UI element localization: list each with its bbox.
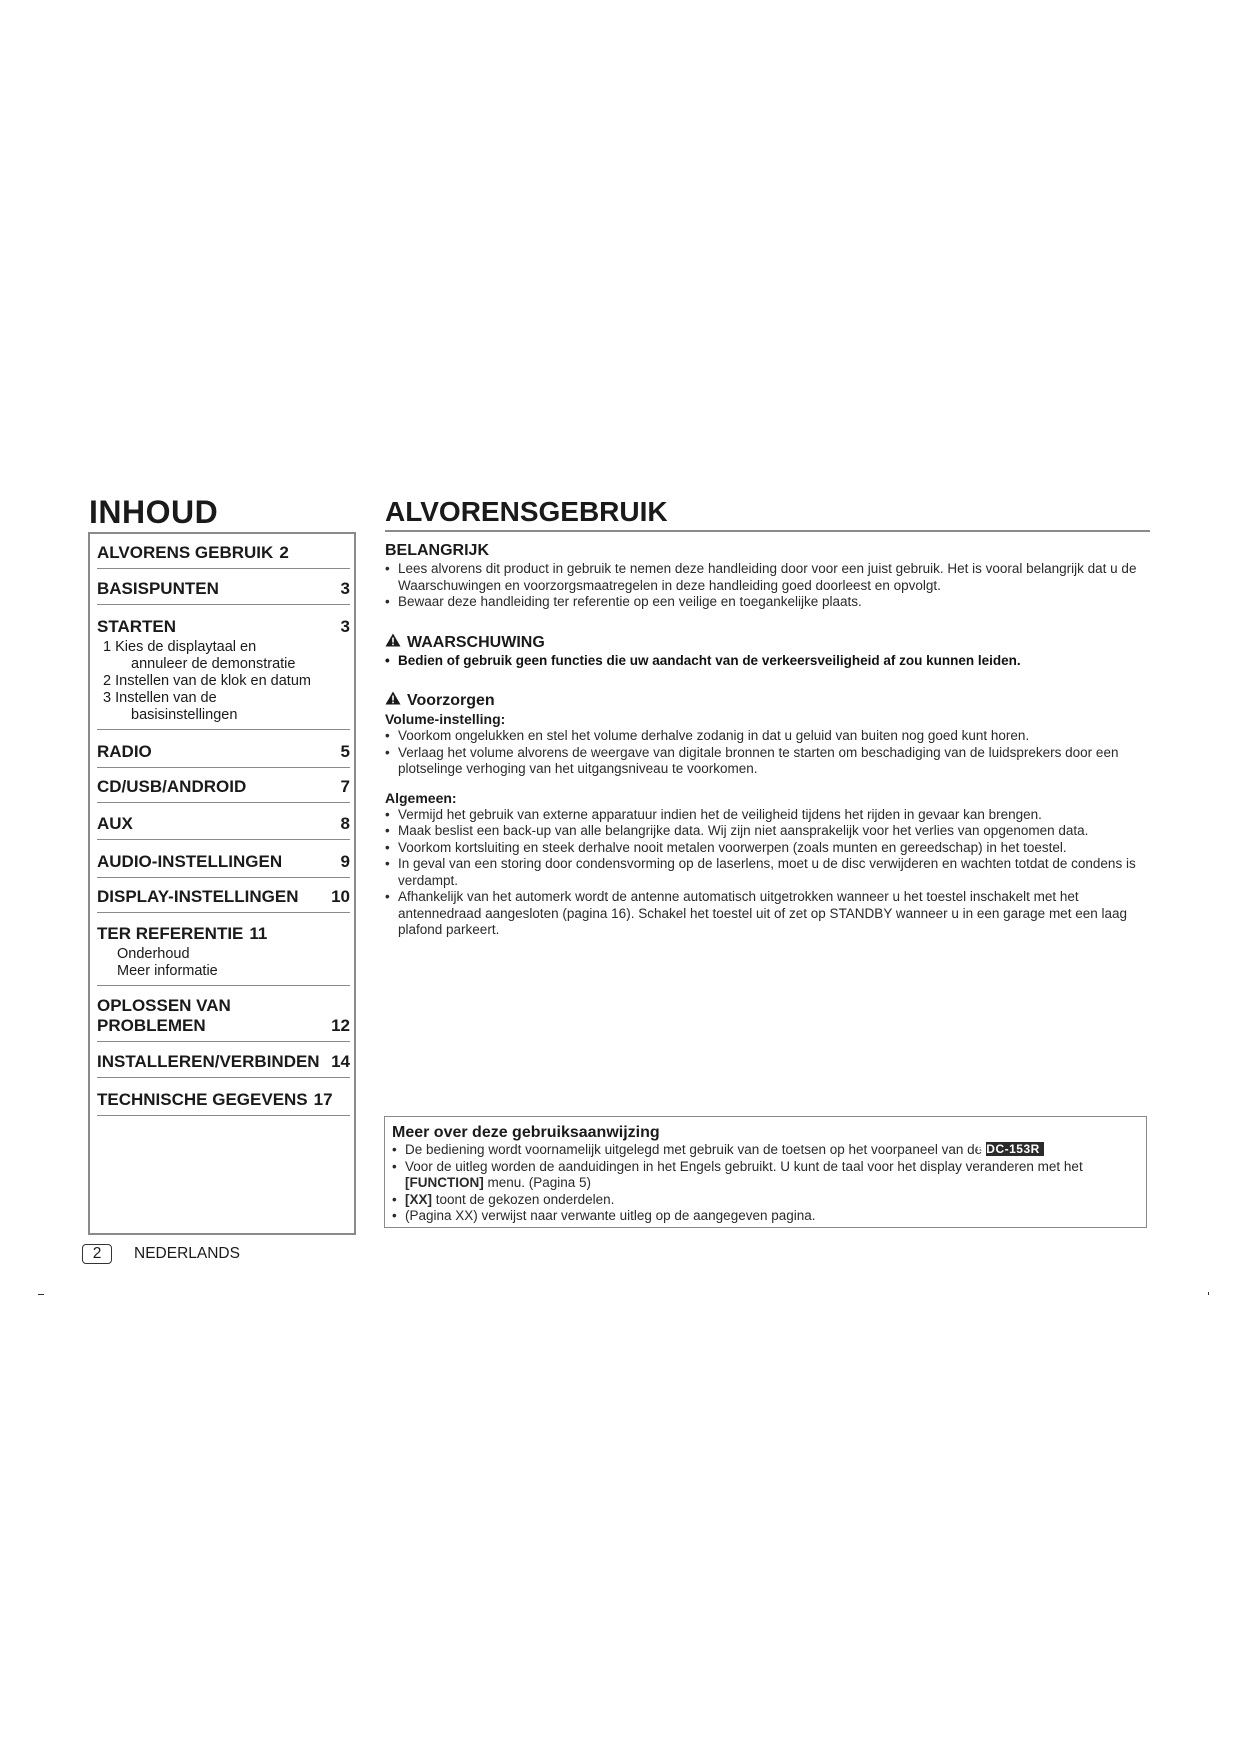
info-item: [392, 1159, 1139, 1192]
list-item: • Bewaar deze handleiding ter referentie op een veilige en toegankelijke plaats.: [385, 594, 1150, 611]
caution-triangle-icon: [385, 691, 401, 711]
section-title: ALVORENSGEBRUIK: [385, 494, 1150, 532]
toc-entry-label: AUX: [97, 814, 133, 833]
toc-entry-audio-instellingen[interactable]: [97, 840, 350, 878]
info-item-text: menu. (Pagina 5): [487, 1175, 592, 1190]
toc-entry-label: AUDIO-INSTELLINGEN: [97, 852, 283, 871]
crop-mark: [38, 1294, 44, 1295]
toc-entry-page: 14: [331, 1052, 350, 1071]
list-item: • Bedien of gebruik geen functies die uw aandacht van de verkeersveiligheid af zou kunnen leiden.: [385, 653, 1150, 670]
function-key-label: [FUNCTION]: [405, 1175, 484, 1190]
toc-entry-page: 2: [279, 543, 289, 562]
algemeen-subheading: Algemeen:: [385, 789, 457, 806]
toc-subentry[interactable]: [97, 690, 350, 724]
toc-entry-cd-usb-android[interactable]: [97, 768, 350, 803]
belangrijk-heading: BELANGRIJK: [385, 542, 490, 559]
toc-subentry[interactable]: [97, 673, 350, 690]
toc-subentry[interactable]: [97, 639, 350, 673]
voorzorgen-label: Voorzorgen: [407, 692, 495, 709]
list-item: • Afhankelijk van het automerk wordt de antenne automatisch uitgetrokken wanneer u het toestel inschakelt met het antennedraad aangesloten (pagina 16). Schakel het toestel uit of zet op STANDBY wanneer u in een garage met een laag plafond parkeert.: [385, 889, 1150, 939]
toc-entry-page: 11: [249, 924, 268, 943]
toc-sub-label: Kies de displaytaal en: [115, 639, 257, 655]
volume-subheading: Volume-instelling:: [385, 711, 506, 727]
toc-entry-ter-referentie[interactable]: [97, 913, 350, 986]
model-badge: KDC-153R: [986, 1142, 1044, 1156]
main-content: [385, 541, 1150, 939]
info-item: [392, 1142, 1139, 1159]
toc-sub-label: Instellen van de klok en datum: [115, 673, 311, 689]
toc-subentry[interactable]: Onderhoud: [117, 946, 190, 962]
toc-entry-page: 5: [340, 742, 350, 761]
toc-entry-display-instellingen[interactable]: [97, 878, 350, 913]
language-label: NEDERLANDS: [134, 1245, 240, 1262]
info-item-text: De bediening wordt voornamelijk uitgelegd met gebruik van de toetsen op het voorpaneel van de: [405, 1142, 983, 1157]
toc-sub-number: 2: [103, 673, 112, 689]
toc-entry-page: 9: [340, 852, 350, 871]
toc-entry-page: 17: [313, 1090, 333, 1109]
toc-subentry[interactable]: Meer informatie: [117, 963, 218, 979]
toc-entry-label-cont: PROBLEMEN: [97, 1016, 206, 1035]
toc-entry-radio[interactable]: [97, 730, 350, 768]
info-item: [392, 1192, 1139, 1209]
toc-entry-label: BASISPUNTEN: [97, 579, 219, 598]
toc-entry-label: STARTEN: [97, 617, 177, 636]
waarschuwing-heading: [385, 633, 1150, 653]
toc-entry-page: 3: [340, 617, 350, 636]
toc-entry-page: 8: [340, 814, 350, 833]
toc-entry-starten[interactable]: [97, 605, 350, 730]
toc-entry-label: ALVORENS GEBRUIK: [97, 543, 274, 562]
toc-sub-label: Instellen van de: [115, 690, 217, 706]
list-item: • In geval van een storing door condensvorming op de laserlens, moet u de disc verwijderen en wachten totdat de condens is verdampt.: [385, 856, 1150, 889]
list-item: • Voorkom ongelukken en stel het volume derhalve zodanig in dat u geluid van buiten nog goed kunt horen.: [385, 728, 1150, 745]
crop-mark: [1208, 1292, 1209, 1295]
toc-entry-label: TECHNISCHE GEGEVENS: [97, 1090, 308, 1109]
toc-entry-page: 12: [331, 1016, 350, 1035]
toc-entry-label: OPLOSSEN VAN: [97, 996, 231, 1015]
toc-entry-label: DISPLAY-INSTELLINGEN: [97, 887, 299, 906]
toc-sub-number: 1: [103, 639, 112, 655]
toc-entry-alvorens-gebruik[interactable]: [97, 538, 350, 569]
info-item-text: Voor de uitleg worden de aanduidingen in het Engels gebruikt. U kunt de taal voor het display veranderen met het: [405, 1158, 1083, 1174]
toc-entry-label: RADIO: [97, 742, 152, 761]
list-item: • Lees alvorens dit product in gebruik te nemen deze handleiding door voor een juist gebruik. Het is vooral belangrijk dat u de Waarschuwingen en voorzorgsmaatregelen in deze handleiding goed doorleest en opvolgt.: [385, 561, 1150, 594]
info-box-title: Meer over deze gebruiksaanwijzing: [392, 1124, 660, 1141]
toc-entry-label: INSTALLEREN/VERBINDEN: [97, 1052, 320, 1071]
list-item: • Voorkom kortsluiting en steek derhalve nooit metalen voorwerpen (zoals munten en gereedschap) in het toestel.: [385, 840, 1150, 857]
toc-entry-label: TER REFERENTIE: [97, 924, 244, 943]
list-item: • Vermijd het gebruik van externe apparatuur indien het de veiligheid tijdens het rijden in gevaar kan brengen.: [385, 807, 1150, 824]
waarschuwing-label: WAARSCHUWING: [407, 633, 545, 651]
toc-sub-label-cont: basisinstellingen: [131, 707, 238, 723]
toc-entry-installeren-verbinden[interactable]: [97, 1042, 350, 1078]
info-box: [384, 1116, 1147, 1228]
toc-entry-technische-gegevens[interactable]: [97, 1078, 350, 1116]
page-footer: [82, 1244, 240, 1264]
list-item: • Maak beslist een back-up van alle belangrijke data. Wij zijn niet aansprakelijk voor het verlies van opgenomen data.: [385, 823, 1150, 840]
toc-entry-page: 3: [340, 579, 350, 598]
toc-sub-number: 3: [103, 690, 112, 706]
toc-title: INHOUD: [89, 494, 219, 530]
toc-entry-aux[interactable]: [97, 803, 350, 840]
voorzorgen-heading: [385, 691, 1150, 711]
toc-sub-label-cont: annuleer de demonstratie: [131, 656, 296, 672]
toc-entry-oplossen-van-problemen[interactable]: [97, 986, 350, 1042]
toc-entry-page: 10: [331, 887, 350, 906]
warning-triangle-icon: [385, 633, 401, 653]
list-item: • Verlaag het volume alvorens de weergave van digitale bronnen te starten om beschadiging van de luidsprekers door een plotselinge verhoging van het uitgangsniveau te voorkomen.: [385, 745, 1150, 778]
xx-key-label: [XX]: [405, 1191, 432, 1207]
table-of-contents: [88, 532, 356, 1235]
info-item: • (Pagina XX) verwijst naar verwante uitleg op de aangegeven pagina.: [392, 1208, 1139, 1225]
toc-entry-page: 7: [340, 777, 350, 796]
info-item-text: toont de gekozen onderdelen.: [435, 1191, 615, 1207]
page-number: 2: [82, 1244, 112, 1264]
toc-entry-label: CD/USB/ANDROID: [97, 777, 247, 796]
toc-entry-basispunten[interactable]: [97, 569, 350, 605]
